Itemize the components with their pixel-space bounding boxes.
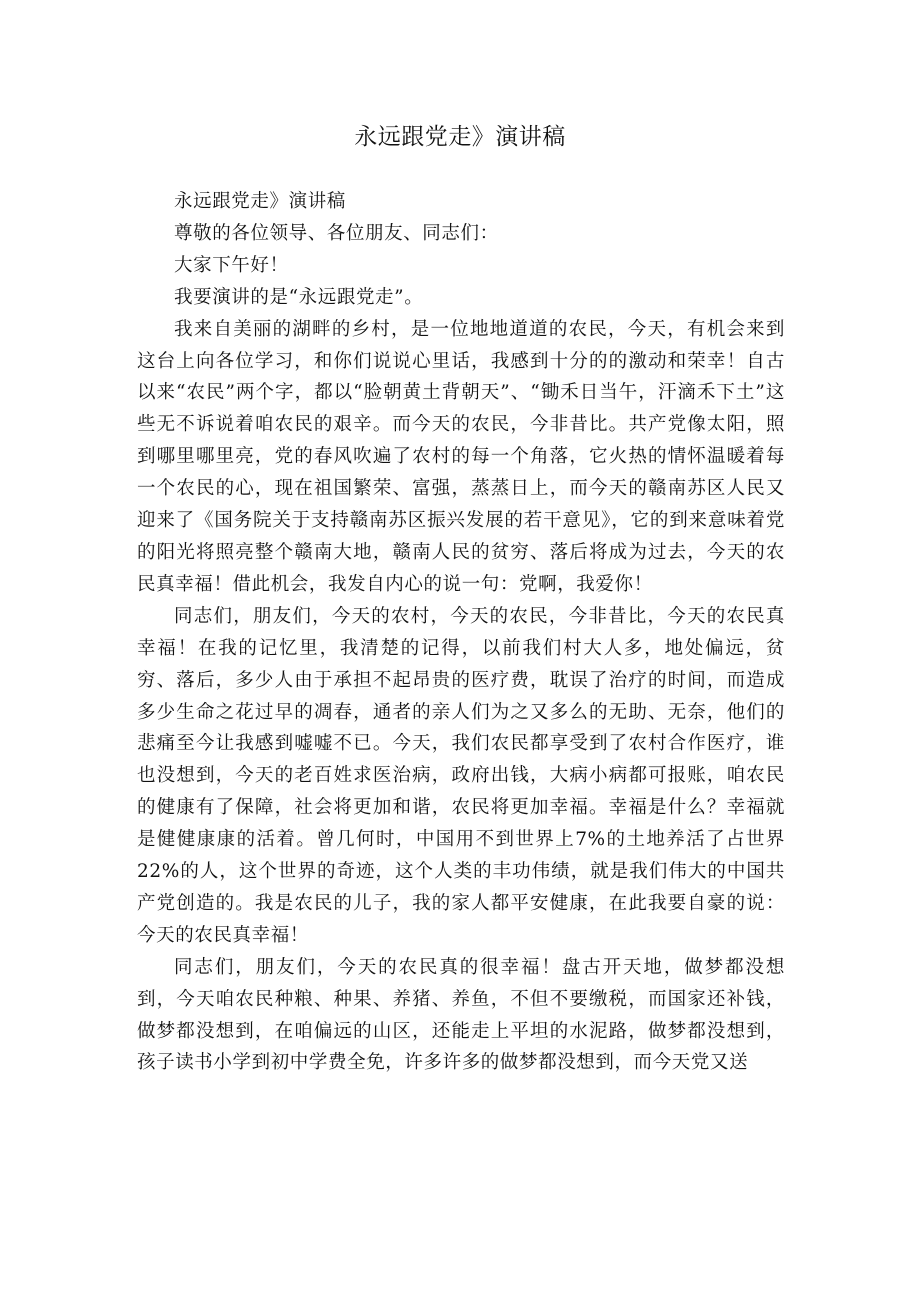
paragraph-subtitle: 永远跟党走》演讲稿 [174, 191, 346, 212]
paragraph-salutation: 尊敬的各位领导、各位朋友、同志们： [174, 222, 499, 244]
paragraph-greeting: 大家下午好！ [174, 254, 289, 276]
document-body [137, 186, 785, 1079]
paragraph-body-1: 我来自美丽的湖畔的乡村，是一位地地道道的农民，今天，有机会来到这台上向各位学习，和你们说说心里话，我感到十分的的激动和荣幸！自古以来“农民”两个字，都以“脸朝黄土背朝天”、“锄禾日当午，汗滴禾下土”这些无不诉说着咱农民的艰辛。而今天的农民，今非昔比。共产党像太阳，照到哪里哪里亮，党的春风吹遍了农村的每一个角落，它火热的情怀温暖着每一个农民的心，现在祖国繁荣、富强，蒸蒸日上，而今天的赣南苏区人民又迎来了《国务院关于支持赣南苏区振兴发展的若干意见》，它的到来意味着党的阳光将照亮整个赣南大地，赣南人民的贫穷、落后将成为过去，今天的农民真幸福！借此机会，我发自内心的说一句：党啊，我爱你！ [137, 318, 785, 595]
document-title: 永远跟党走》演讲稿 [354, 124, 566, 150]
paragraph-body-3: 同志们，朋友们，今天的农民真的很幸福！盘古开天地，做梦都没想到，今天咱农民种粮、种果、养猪、养鱼，不但不要缴税，而国家还补钱，做梦都没想到，在咱偏远的山区，还能走上平坦的水泥路，做梦都没想到，孩子读书小学到初中学费全免，许多许多的做梦都没想到，而今天党又送 [137, 956, 785, 1074]
paragraph-body-2: 同志们，朋友们，今天的农村，今天的农民，今非昔比，今天的农民真幸福！在我的记忆里，我清楚的记得，以前我们村大人多，地处偏远，贫穷、落后，多少人由于承担不起昂贵的医疗费，耽误了治疗的时间，而造成多少生命之花过早的凋春，通者的亲人们为之又多么的无助、无奈，他们的悲痛至今让我感到嘘嘘不已。今天，我们农民都享受到了农村合作医疗，谁也没想到，今天的老百姓求医治病，政府出钱，大病小病都可报账，咱农民的健康有了保障，社会将更加和谐，农民将更加幸福。幸福是什么？幸福就是健健康康的活着。曾几何时，中国用不到世界上7%的土地养活了占世界22%的人，这个世界的奇迹，这个人类的丰功伟绩，就是我们伟大的中国共产党创造的。我是农民的儿子，我的家人都平安健康，在此我要自豪的说：今天的农民真幸福！ [137, 605, 785, 946]
paragraph-topic: 我要演讲的是“永远跟党走”。 [174, 286, 424, 308]
